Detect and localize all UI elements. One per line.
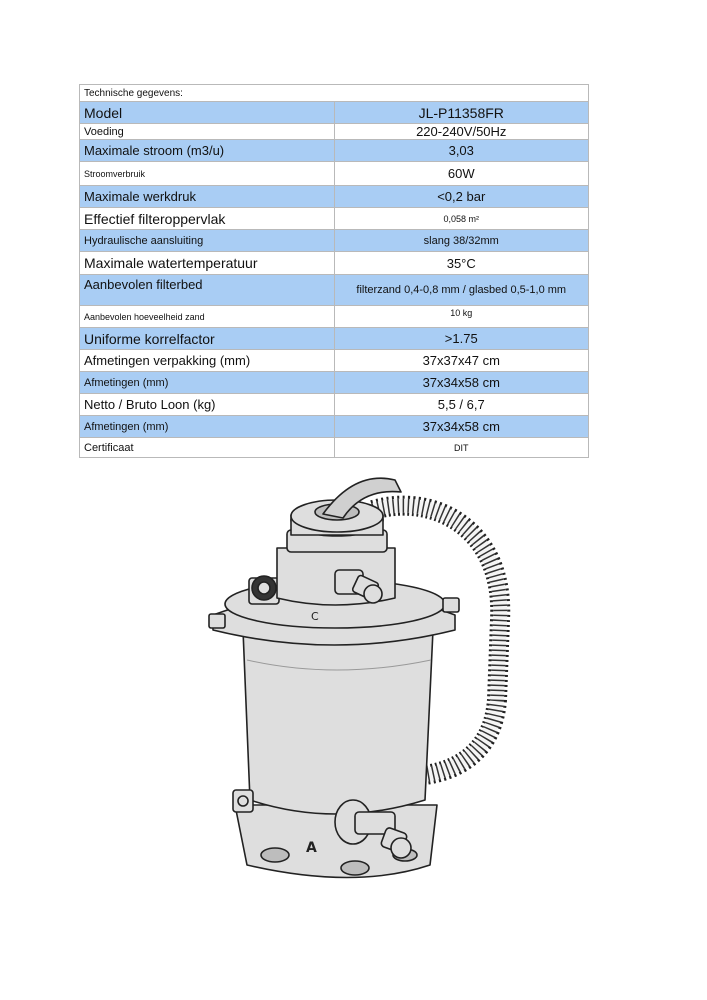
row-label: Aanbevolen filterbed (80, 275, 335, 306)
row-value: JL-P11358FR (334, 102, 589, 124)
table-row (80, 275, 589, 306)
row-label: Uniforme korrelfactor (80, 328, 335, 350)
sand-filter-illustration (205, 470, 515, 890)
row-label: Hydraulische aansluiting (80, 230, 335, 252)
row-label: Aanbevolen hoeveelheid zand (80, 306, 335, 328)
row-label: Model (80, 102, 335, 124)
table-row (80, 102, 589, 124)
row-value: slang 38/32mm (334, 230, 589, 252)
table-row (80, 350, 589, 372)
table-row (80, 372, 589, 394)
table-row (80, 306, 589, 328)
table-row (80, 416, 589, 438)
row-label: Effectief filteroppervlak (80, 208, 335, 230)
table-row (80, 328, 589, 350)
row-label: Maximale werkdruk (80, 186, 335, 208)
row-value: 37x34x58 cm (334, 416, 589, 438)
row-value: 35°C (334, 252, 589, 275)
row-value: filterzand 0,4-0,8 mm / glasbed 0,5-1,0 mm (334, 275, 589, 306)
row-value: 60W (334, 162, 589, 186)
row-label: Certificaat (80, 438, 335, 458)
drain-plug (233, 790, 253, 812)
row-value: 3,03 (334, 140, 589, 162)
table-row (80, 162, 589, 186)
table-caption: Technische gegevens: (80, 85, 589, 102)
base-letter: A (306, 840, 317, 856)
row-value: 5,5 / 6,7 (334, 394, 589, 416)
row-label: Maximale watertemperatuur (80, 252, 335, 275)
table-caption-row (80, 85, 589, 102)
row-value: >1.75 (334, 328, 589, 350)
pressure-gauge (249, 576, 279, 604)
row-label: Afmetingen (mm) (80, 372, 335, 394)
lid-letter: C (311, 610, 319, 623)
row-value: 37x37x47 cm (334, 350, 589, 372)
table-row (80, 394, 589, 416)
row-value: 220-240V/50Hz (334, 124, 589, 140)
row-label: Afmetingen verpakking (mm) (80, 350, 335, 372)
table-row (80, 186, 589, 208)
row-value: 10 kg (334, 306, 589, 328)
table-row (80, 124, 589, 140)
row-label: Stroomverbruik (80, 162, 335, 186)
table-row (80, 252, 589, 275)
row-label: Maximale stroom (m3/u) (80, 140, 335, 162)
row-value: <0,2 bar (334, 186, 589, 208)
table-row (80, 438, 589, 458)
row-value: 0,058 m² (334, 208, 589, 230)
spec-table (79, 84, 589, 458)
row-label: Netto / Bruto Loon (kg) (80, 394, 335, 416)
table-row (80, 208, 589, 230)
row-value: DIT (334, 438, 589, 458)
table-row (80, 230, 589, 252)
filter-tank (243, 630, 433, 814)
row-label: Voeding (80, 124, 335, 140)
row-label: Afmetingen (mm) (80, 416, 335, 438)
row-value: 37x34x58 cm (334, 372, 589, 394)
table-row (80, 140, 589, 162)
